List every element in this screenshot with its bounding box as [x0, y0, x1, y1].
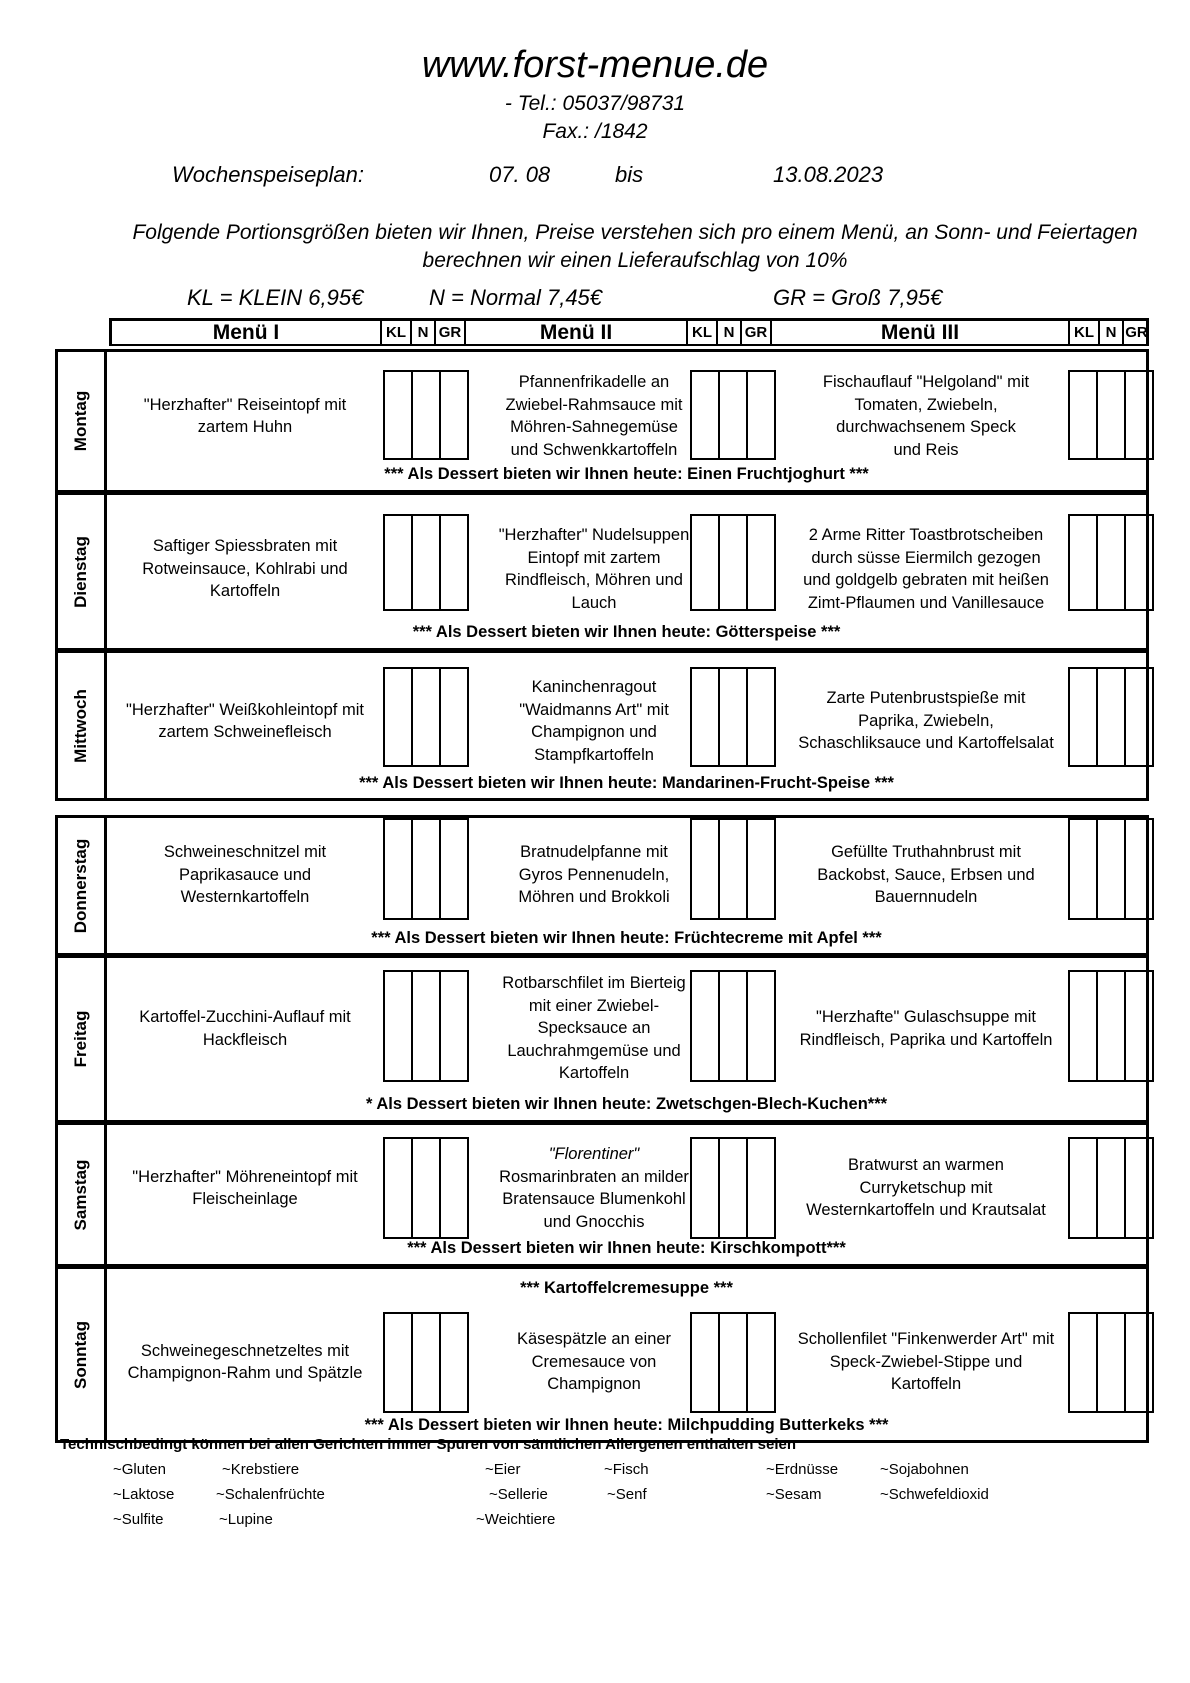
header-menu1: Menü I: [212, 320, 280, 344]
week-label: Wochenspeiseplan:: [172, 162, 365, 187]
allergen-item: ~Sesam: [766, 1486, 822, 1503]
dish-menu1: [107, 1131, 383, 1245]
checkbox-n[interactable]: [718, 1312, 748, 1413]
dish-line: Rindfleisch, Möhren und: [505, 571, 683, 589]
day-name: Freitag: [71, 1010, 90, 1068]
dish-line: Paprikasauce und: [178, 865, 312, 884]
dish-line: Schweineschnitzel mit: [163, 843, 327, 862]
dish-menu1: [107, 826, 383, 924]
dish-line: Bratnudelpfanne mit: [520, 843, 668, 862]
checkbox-n[interactable]: [1096, 667, 1126, 767]
dessert-line: *** Als Dessert bieten wir Ihnen heute: Milchpudding Butterkeks ***: [364, 1416, 889, 1434]
checkbox-n[interactable]: [1096, 514, 1126, 611]
portion-checkboxes: [690, 514, 776, 611]
dish-menu1: [107, 360, 383, 472]
allergen-item: ~Lupine: [219, 1511, 273, 1528]
portion-checkboxes: [1068, 667, 1154, 767]
checkbox-kl[interactable]: [690, 370, 720, 460]
day-name: Sonntag: [71, 1320, 90, 1389]
day-name: Montag: [71, 390, 90, 452]
website-url: www.forst-menue.de: [421, 44, 769, 86]
header-gr: GR: [1122, 321, 1149, 344]
checkbox-n[interactable]: [718, 370, 748, 460]
header-menu2: Menü II: [539, 320, 613, 344]
checkbox-n[interactable]: [411, 1312, 441, 1413]
dish-line: Champignon-Rahm und Spätzle: [127, 1364, 363, 1382]
dish-line: "Herzhafter" Reiseintopf mit: [143, 395, 347, 414]
day-label: [58, 1269, 107, 1440]
dish-menu3: [776, 665, 1076, 777]
header-gr: GR: [434, 321, 466, 344]
portion-checkboxes: [1068, 370, 1154, 460]
dish-menu2: [471, 360, 717, 472]
checkbox-kl[interactable]: [1068, 514, 1098, 611]
day-label: [58, 958, 107, 1120]
day-block-donnerstag: [55, 815, 1149, 956]
checkbox-n[interactable]: [1096, 370, 1126, 460]
allergen-item: ~Laktose: [113, 1486, 175, 1503]
dish-line: Rotbarschfilet im Bierteig: [502, 974, 686, 993]
portion-checkboxes: [383, 667, 469, 767]
dish-menu2: [471, 826, 717, 924]
allergen-item: ~Krebstiere: [222, 1461, 300, 1478]
dish-line: Champignon: [547, 1375, 641, 1394]
checkbox-kl[interactable]: [383, 514, 413, 611]
header-n: N: [1098, 321, 1122, 344]
dish-line: Lauch: [571, 593, 617, 612]
dish-line: Eintopf mit zartem: [527, 548, 661, 567]
dish-line: und Reis: [893, 440, 959, 459]
dish-line: Bauernnudeln: [874, 888, 978, 907]
header-kl: KL: [1068, 321, 1098, 344]
portion-checkboxes: [690, 667, 776, 767]
week-bis: bis: [615, 162, 644, 187]
dish-line: "Herzhafter" Weißkohleintopf mit: [126, 700, 364, 719]
header-menu3: Menü III: [880, 320, 960, 344]
dish-menu1: [107, 1303, 383, 1421]
portion-checkboxes: [690, 1137, 776, 1239]
portion-checkboxes: [383, 1312, 469, 1413]
dish-menu1: [107, 966, 383, 1091]
checkbox-gr[interactable]: [746, 1137, 776, 1239]
checkbox-n[interactable]: [411, 1137, 441, 1239]
checkbox-kl[interactable]: [690, 818, 720, 920]
checkbox-gr[interactable]: [746, 370, 776, 460]
checkbox-n[interactable]: [411, 818, 441, 920]
dish-line: zartem Schweinefleisch: [158, 723, 332, 741]
dish-line: "Waidmanns Art" mit: [519, 700, 669, 719]
dish-line: Kartoffeln: [209, 582, 281, 601]
checkbox-gr[interactable]: [1124, 514, 1154, 611]
checkbox-n[interactable]: [1096, 1312, 1126, 1413]
dish-line: Curryketschup mit: [859, 1178, 993, 1197]
checkbox-n[interactable]: [718, 970, 748, 1082]
day-label: [58, 818, 107, 953]
price-n: N = Normal 7,45€: [429, 285, 603, 310]
dessert-line: *** Als Dessert bieten wir Ihnen heute: Früchtecreme mit Apfel ***: [371, 929, 882, 947]
portion-checkboxes: [1068, 514, 1154, 611]
checkbox-gr[interactable]: [746, 1312, 776, 1413]
dish-menu2: [471, 966, 717, 1091]
day-block-montag: [55, 349, 1149, 493]
checkbox-kl[interactable]: [1068, 970, 1098, 1082]
checkbox-gr[interactable]: [746, 818, 776, 920]
checkbox-gr[interactable]: [439, 370, 469, 460]
header-n: N: [716, 321, 740, 344]
dish-line: Paprika, Zwiebeln,: [858, 711, 994, 730]
checkbox-kl[interactable]: [383, 1137, 413, 1239]
checkbox-gr[interactable]: [439, 818, 469, 920]
day-name: Dienstag: [71, 535, 90, 608]
allergen-item: ~Eier: [485, 1461, 521, 1478]
dish-menu1: [107, 511, 383, 627]
checkbox-kl[interactable]: [690, 667, 720, 767]
dish-line: Bratwurst an warmen: [848, 1156, 1004, 1175]
header-kl: KL: [686, 321, 716, 344]
day-label: [58, 352, 107, 490]
dish-line: Gefüllte Truthahnbrust mit: [831, 843, 1021, 862]
intro-text: Folgende Portionsgrößen bieten wir Ihnen, Preise verstehen sich pro einem Menü, an Sonn- und Feiertagen berechnen wir einen Lieferaufschlag von 10%: [132, 221, 1138, 272]
day-block-sonntag: [55, 1266, 1149, 1443]
price-kl: KL = KLEIN 6,95€: [187, 285, 364, 310]
day-label: [58, 1125, 107, 1264]
dish-line: und goldgelb gebraten mit heißen: [803, 571, 1049, 589]
dish-line: Lauchrahmgemüse und: [507, 1041, 681, 1060]
allergen-item: ~Weichtiere: [476, 1511, 556, 1528]
day-block-samstag: [55, 1122, 1149, 1267]
checkbox-gr[interactable]: [439, 1312, 469, 1413]
dish-menu2: [471, 511, 717, 627]
dish-menu1: [107, 665, 383, 777]
dish-line: "Herzhafte" Gulaschsuppe mit: [816, 1008, 1036, 1026]
week-from: 07. 08: [489, 162, 551, 187]
checkbox-n[interactable]: [411, 970, 441, 1082]
portion-checkboxes: [690, 970, 776, 1082]
dish-line: Kaninchenragout: [531, 678, 657, 696]
checkbox-gr[interactable]: [1124, 667, 1154, 767]
dish-line: Käsespätzle an einer: [516, 1330, 672, 1349]
header-kl: KL: [380, 321, 410, 344]
dish-menu3: [776, 966, 1076, 1091]
checkbox-gr[interactable]: [1124, 370, 1154, 460]
checkbox-kl[interactable]: [383, 370, 413, 460]
dish-line: Hackfleisch: [202, 1030, 288, 1049]
allergen-item: ~Gluten: [113, 1461, 166, 1478]
dish-line: Möhren und Brokkoli: [518, 888, 670, 907]
checkbox-kl[interactable]: [383, 970, 413, 1082]
allergen-item: ~Sellerie: [489, 1486, 548, 1503]
checkbox-gr[interactable]: [439, 667, 469, 767]
allergen-item: ~Fisch: [604, 1461, 649, 1478]
dish-line: 2 Arme Ritter Toastbrotscheiben: [808, 526, 1044, 544]
dish-line: Rotweinsauce, Kohlrabi und: [142, 559, 348, 578]
checkbox-n[interactable]: [718, 1137, 748, 1239]
day-block-dienstag: [55, 492, 1149, 651]
portion-checkboxes: [383, 970, 469, 1082]
dish-menu2: [471, 1131, 717, 1245]
dish-menu3: [776, 511, 1076, 627]
header-n: N: [410, 321, 434, 344]
dish-line: Schollenfilet "Finkenwerder Art" mit: [797, 1330, 1055, 1349]
portion-checkboxes: [690, 370, 776, 460]
day-block-freitag: [55, 955, 1149, 1123]
dish-line: Kartoffeln: [890, 1375, 962, 1394]
dish-menu3: [776, 826, 1076, 924]
dish-line: Saftiger Spiessbraten mit: [152, 537, 338, 556]
checkbox-kl[interactable]: [383, 818, 413, 920]
dish-line: Rindfleisch, Paprika und Kartoffeln: [799, 1030, 1053, 1049]
dish-line: durchwachsenem Speck: [836, 418, 1016, 436]
dish-line: Westernkartoffeln: [180, 888, 310, 907]
portion-checkboxes: [383, 514, 469, 611]
dish-line: "Herzhafter" Möhreneintopf mit: [132, 1167, 358, 1186]
checkbox-gr[interactable]: [746, 970, 776, 1082]
dish-menu2: [471, 665, 717, 777]
checkbox-gr[interactable]: [1124, 1312, 1154, 1413]
dish-line: Fleischeinlage: [192, 1190, 298, 1208]
dish-line: mit einer Zwiebel-: [528, 996, 660, 1015]
checkbox-gr[interactable]: [439, 970, 469, 1082]
price-gr: GR = Groß 7,95€: [773, 285, 943, 310]
dish-line: Rosmarinbraten an milder: [499, 1167, 689, 1186]
dessert-line: *** Als Dessert bieten wir Ihnen heute: Einen Fruchtjoghurt ***: [384, 465, 869, 483]
day-name: Mittwoch: [71, 688, 90, 763]
day-label: [58, 495, 107, 648]
allergen-notice: Technischbedingt können bei allen Gerichten immer Spuren von sämtlichen Allergenen enthalten seien: [60, 1436, 796, 1453]
checkbox-gr[interactable]: [439, 514, 469, 611]
checkbox-gr[interactable]: [1124, 970, 1154, 1082]
dish-menu3: [776, 1303, 1076, 1421]
day-label: [58, 653, 107, 798]
dish-name-italic: "Florentiner": [548, 1145, 640, 1163]
week-to: 13.08.2023: [773, 162, 884, 187]
dessert-line: *** Als Dessert bieten wir Ihnen heute: Kirschkompott***: [407, 1239, 846, 1257]
dish-line: Schweinegeschnetzeltes mit: [140, 1341, 350, 1360]
dish-line: Zarte Putenbrustspieße mit: [826, 689, 1026, 708]
checkbox-n[interactable]: [1096, 818, 1126, 920]
portion-checkboxes: [383, 1137, 469, 1239]
day-name: Samstag: [71, 1159, 90, 1230]
dish-line: und Gnocchis: [543, 1212, 645, 1231]
allergen-item: ~Sojabohnen: [880, 1461, 969, 1478]
checkbox-n[interactable]: [718, 818, 748, 920]
dish-line: Cremesauce von: [531, 1352, 657, 1371]
checkbox-kl[interactable]: [1068, 818, 1098, 920]
checkbox-gr[interactable]: [746, 514, 776, 611]
portion-checkboxes: [690, 1312, 776, 1413]
dish-menu3: [776, 360, 1076, 472]
dish-line: Pfannenfrikadelle an: [518, 373, 670, 391]
checkbox-gr[interactable]: [1124, 818, 1154, 920]
dish-line: und Schwenkkartoffeln: [510, 440, 678, 459]
checkbox-kl[interactable]: [1068, 1312, 1098, 1413]
checkbox-kl[interactable]: [690, 1312, 720, 1413]
portion-checkboxes: [383, 370, 469, 460]
dish-line: Kartoffel-Zucchini-Auflauf mit: [139, 1008, 351, 1026]
portion-checkboxes: [1068, 1312, 1154, 1413]
portion-checkboxes: [383, 818, 469, 920]
checkbox-kl[interactable]: [1068, 667, 1098, 767]
checkbox-gr[interactable]: [439, 1137, 469, 1239]
checkbox-kl[interactable]: [1068, 1137, 1098, 1239]
allergen-item: ~Schwefeldioxid: [880, 1486, 989, 1503]
dish-line: Westernkartoffeln und Krautsalat: [806, 1201, 1046, 1220]
column-header: [109, 318, 1149, 346]
dish-line: Bratensauce Blumenkohl: [502, 1190, 686, 1208]
dish-menu3: [776, 1131, 1076, 1245]
checkbox-kl[interactable]: [690, 970, 720, 1082]
soup-of-the-day: *** Kartoffelcremesuppe ***: [520, 1279, 733, 1297]
dessert-line: * Als Dessert bieten wir Ihnen heute: Zwetschgen-Blech-Kuchen***: [365, 1095, 888, 1113]
checkbox-gr[interactable]: [746, 667, 776, 767]
checkbox-gr[interactable]: [1124, 1137, 1154, 1239]
checkbox-kl[interactable]: [383, 667, 413, 767]
checkbox-n[interactable]: [718, 514, 748, 611]
checkbox-n[interactable]: [1096, 1137, 1126, 1239]
dish-line: Champignon und: [531, 723, 657, 741]
allergen-item: ~Erdnüsse: [766, 1461, 839, 1478]
phone-number: - Tel.: 05037/98731: [504, 92, 686, 115]
dish-line: Möhren-Sahnegemüse: [510, 418, 678, 436]
fax-number: Fax.: /1842: [542, 120, 648, 143]
checkbox-kl[interactable]: [383, 1312, 413, 1413]
portion-checkboxes: [1068, 970, 1154, 1082]
allergen-item: ~Sulfite: [113, 1511, 164, 1528]
dish-line: Speck-Zwiebel-Stippe und: [829, 1352, 1023, 1371]
checkbox-n[interactable]: [411, 514, 441, 611]
portion-checkboxes: [1068, 1137, 1154, 1239]
day-block-mittwoch: [55, 650, 1149, 801]
day-name: Donnerstag: [71, 838, 90, 933]
dish-line: Kartoffeln: [558, 1064, 630, 1083]
checkbox-n[interactable]: [411, 370, 441, 460]
checkbox-n[interactable]: [718, 667, 748, 767]
header-gr: GR: [740, 321, 772, 344]
dish-line: Fischauflauf "Helgoland" mit: [822, 373, 1030, 391]
dish-line: Zimt-Pflaumen und Vanillesauce: [807, 593, 1045, 612]
allergen-item: ~Schalenfrüchte: [216, 1486, 325, 1503]
dish-line: Stampfkartoffeln: [534, 745, 654, 764]
dish-line: Gyros Pennenudeln,: [518, 865, 670, 884]
dish-line: Schaschliksauce und Kartoffelsalat: [798, 734, 1054, 753]
checkbox-kl[interactable]: [690, 514, 720, 611]
dessert-line: *** Als Dessert bieten wir Ihnen heute: Mandarinen-Frucht-Speise ***: [359, 774, 894, 792]
checkbox-n[interactable]: [411, 667, 441, 767]
dish-line: durch süsse Eiermilch gezogen: [811, 548, 1041, 567]
portion-checkboxes: [690, 818, 776, 920]
dessert-line: *** Als Dessert bieten wir Ihnen heute: Götterspeise ***: [412, 623, 841, 641]
dish-menu2: [471, 1303, 717, 1421]
dish-line: zartem Huhn: [197, 418, 293, 436]
dish-line: Backobst, Sauce, Erbsen und: [817, 865, 1035, 884]
checkbox-kl[interactable]: [1068, 370, 1098, 460]
dish-line: "Herzhafter" Nudelsuppen: [498, 526, 690, 544]
checkbox-kl[interactable]: [690, 1137, 720, 1239]
dish-line: Specksauce an: [537, 1019, 651, 1038]
checkbox-n[interactable]: [1096, 970, 1126, 1082]
portion-checkboxes: [1068, 818, 1154, 920]
dish-line: Tomaten, Zwiebeln,: [854, 395, 998, 414]
allergen-item: ~Senf: [607, 1486, 647, 1503]
dish-line: Zwiebel-Rahmsauce mit: [505, 395, 683, 414]
